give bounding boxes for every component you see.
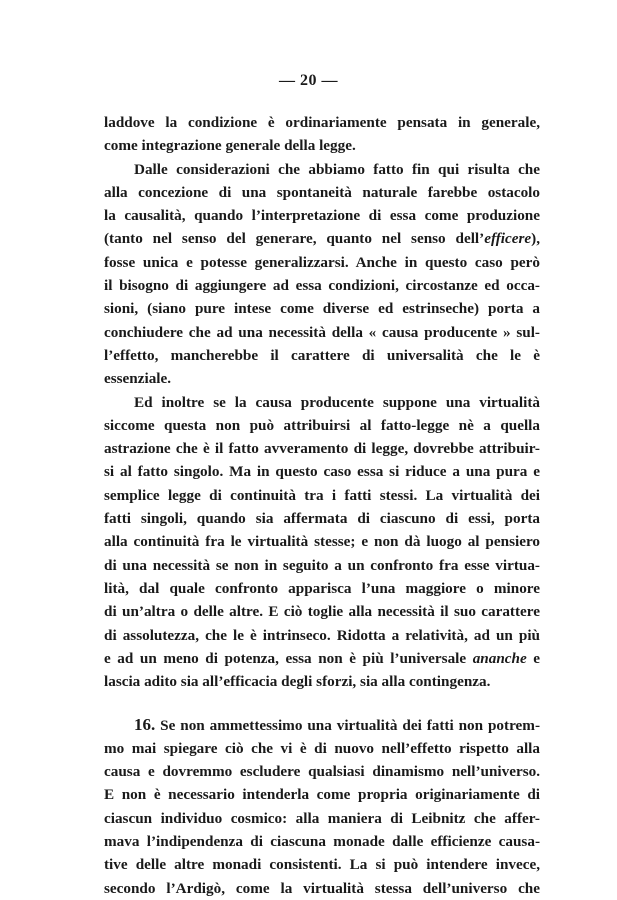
text-line: alla concezione di una spontaneità naturale farebbe ostacolo [104, 183, 540, 201]
text-segment: e ad un meno di potenza, essa non è più l’universale [104, 649, 473, 667]
text-line: lità, dal quale confronto apparisca l’una maggiore o minore [104, 579, 540, 597]
text-line: siccome questa non può attribuirsi al fatto-legge nè a quella [104, 416, 540, 434]
text-line: di una necessità se non in seguito a un confronto fra esse virtua- [104, 556, 540, 574]
text-segment: ), [531, 230, 540, 248]
text-line: il bisogno di aggiungere ad essa condizioni, circostanze ed occa- [104, 277, 540, 295]
body-text [104, 111, 540, 900]
text-segment: (tanto nel senso del generare, quanto nel senso dell’ [104, 230, 485, 248]
text-line: Ed inoltre se la causa producente suppone una virtualità [134, 393, 540, 411]
text-line: sioni, (siano pure intese come diverse ed estrinseche) porta a [104, 300, 540, 318]
text-line: come integrazione generale della legge. [104, 137, 356, 155]
text-line: secondo l’Ardigò, come la virtualità stessa dell’universo che [104, 879, 540, 897]
text-line: Dalle considerazioni che abbiamo fatto fin qui risulta che [134, 160, 540, 178]
text-line: tive delle altre monadi consistenti. La si può intendere invece, [104, 856, 540, 874]
text-line: l’effetto, mancherebbe il carattere di universalità che le è [104, 346, 540, 364]
text-line: di un’altra o delle altre. E ciò toglie alla necessità il suo carattere [104, 603, 540, 621]
text-line [104, 713, 540, 736]
text-line: lascia adito sia all’efficacia degli sforzi, sia alla contingenza. [104, 673, 491, 691]
text-line: ciascun individuo cosmico: alla maniera di Leibnitz che affer- [104, 809, 540, 827]
text-line: conchiudere che ad una necessità della « causa producente » sul- [104, 323, 540, 341]
section-number: 16. [134, 715, 156, 735]
text-line: si al fatto singolo. Ma in questo caso essa si riduce a una pura e [104, 463, 540, 481]
text-line: fosse unica e potesse generalizzarsi. Anche in questo caso però [104, 253, 540, 271]
text-line: astrazione che è il fatto avveramento di legge, dovrebbe attribuir- [104, 440, 540, 458]
text-line: la causalità, quando l’interpretazione di essa come produzione [104, 207, 540, 225]
text-line: E non è necessario intenderla come propria originariamente di [104, 786, 540, 804]
text-line: essenziale. [104, 370, 172, 388]
text-line: semplice legge di continuità tra i fatti stessi. La virtualità dei [104, 486, 540, 504]
text-line: fatti singoli, quando sia affermata di ciascuno di essi, porta [104, 510, 540, 528]
text-line: mava l’indipendenza di ciascuna monade dalle efficienze causa- [104, 832, 540, 850]
text-line [104, 647, 540, 670]
italic-word: efficere [484, 230, 532, 248]
text-line: mo mai spiegare ciò che vi è di nuovo nell’effetto rispetto alla [104, 739, 540, 757]
italic-word: ananche [472, 649, 527, 667]
page-number: — 20 — [279, 72, 338, 89]
text-line: laddove la condizione è ordinariamente pensata in generale, [104, 114, 540, 131]
text-line: di assolutezza, che le è intrinseco. Ridotta a relatività, ad un più [104, 626, 540, 644]
text-segment: Se non ammettessimo una virtualità dei fatti non potrem- [155, 717, 540, 735]
text-line: causa e dovremmo escludere qualsiasi dinamismo nell’universo. [104, 763, 540, 781]
text-segment: e [526, 649, 540, 667]
section-gap [104, 693, 540, 713]
text-line: alla continuità fra le virtualità stesse; e non dà luogo al pensiero [104, 533, 540, 551]
text-line [104, 227, 540, 250]
